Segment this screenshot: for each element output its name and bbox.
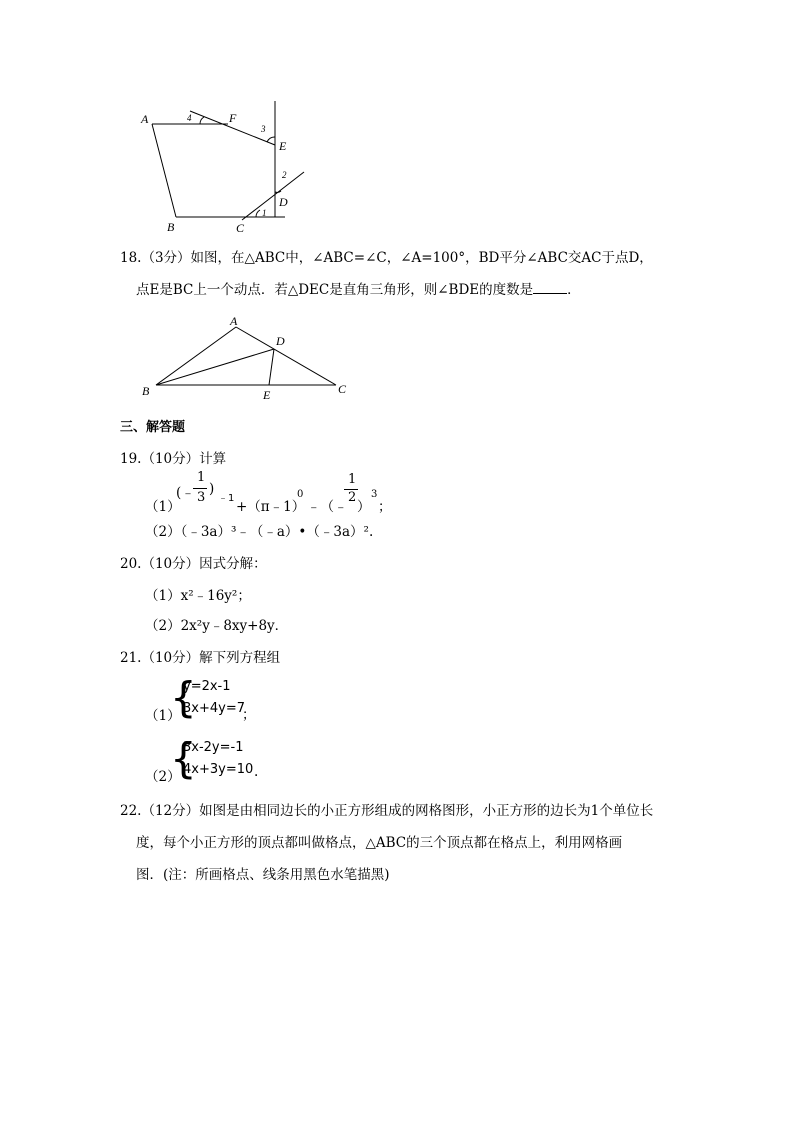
q18-line2 [136,275,581,306]
q18-line1: 18.（3分）如图，在△ABC中，∠ABC=∠C，∠A=100°，BD平分∠ABC交AC于点D， [120,250,653,266]
angle-2: 2 [282,170,287,180]
label-B: B [167,220,175,234]
fig18-label-D: D [276,334,285,348]
label-E: E [279,139,287,153]
q21-part1-label: （1） [145,708,181,724]
q21-part2-eq1: 3x-2y=-1 [183,740,244,755]
q21-part1-brace: { [170,673,197,722]
label-C: C [236,221,245,235]
section-heading: 三、解答题 [120,420,186,435]
label-D: D [279,195,288,209]
q19-expr-b-pre: ﹣（﹣ [307,499,348,515]
figure-18-triangle [138,313,358,403]
q19-paren-open: (﹣ [176,485,195,501]
q19-frac-b-num: 1 [348,472,357,487]
q18-period: ． [567,282,581,298]
q19-frac-a-bar [193,488,207,489]
label-F: F [229,111,237,125]
q19-part1-label: （1） [145,499,181,515]
q19-exp-three: 3 [371,489,378,500]
q22-line1: 22.（12分）如图是由相同边长的小正方形组成的网格图形，小正方形的边长为1个单位长 [120,803,654,819]
figure-17-quadrilateral [130,100,320,240]
q21-part1-end: ； [242,707,256,723]
answer-blank[interactable] [533,281,567,294]
q19-paren-close: ) [209,481,215,497]
q19-title: 19.（10分）计算 [120,451,227,467]
fig18-label-A: A [230,314,238,328]
q20-title: 20.（10分）因式分解： [120,556,267,572]
q22-line3: 图．(注：所画格点、线条用黑色水笔描黑) [136,867,390,883]
q20-part1: （1）x²﹣16y²； [145,588,251,604]
angle-3: 3 [261,124,266,134]
q19-frac-a-num: 1 [197,470,206,485]
q19-exp-zero: 0 [297,489,304,500]
fig18-label-C: C [338,382,347,396]
q20-part2: （2）2x²y﹣8xy+8y． [145,618,289,634]
q19-frac-b-den: 2 [348,490,357,505]
q21-part2-end: . [254,764,259,780]
label-A: A [141,112,149,126]
fig18-label-E: E [263,388,271,402]
q19-semicolon: ； [378,499,392,515]
q21-part2-brace: { [170,734,197,783]
angle-4: 4 [187,113,192,123]
q18-line2-text: 点E是BC上一个动点．若△DEC是直角三角形，则∠BDE的度数是 [136,282,534,298]
q19-exp-neg1: ﹣1 [218,493,235,504]
q19-expr-b-end: ） [357,499,371,515]
q22-line2: 度，每个小正方形的顶点都叫做格点，△ABC的三个顶点都在格点上，利用网格画 [136,835,623,851]
q19-part2: （2）（﹣3a）³﹣（﹣a）•（﹣3a）². [145,524,374,540]
q19-expr-mid: +（π﹣1） [236,499,306,515]
q21-title: 21.（10分）解下列方程组 [120,650,281,666]
q21-part2-label: （2） [145,769,181,785]
q21-part1-eq2: 3x+4y=7 [183,701,245,716]
q21-part2-eq2: 4x+3y=10 [183,762,254,777]
q19-frac-a-den: 3 [197,490,206,505]
angle-1: 1 [262,208,267,218]
q21-part1-eq1: y=2x-1 [183,679,231,694]
fig18-label-B: B [142,384,150,398]
